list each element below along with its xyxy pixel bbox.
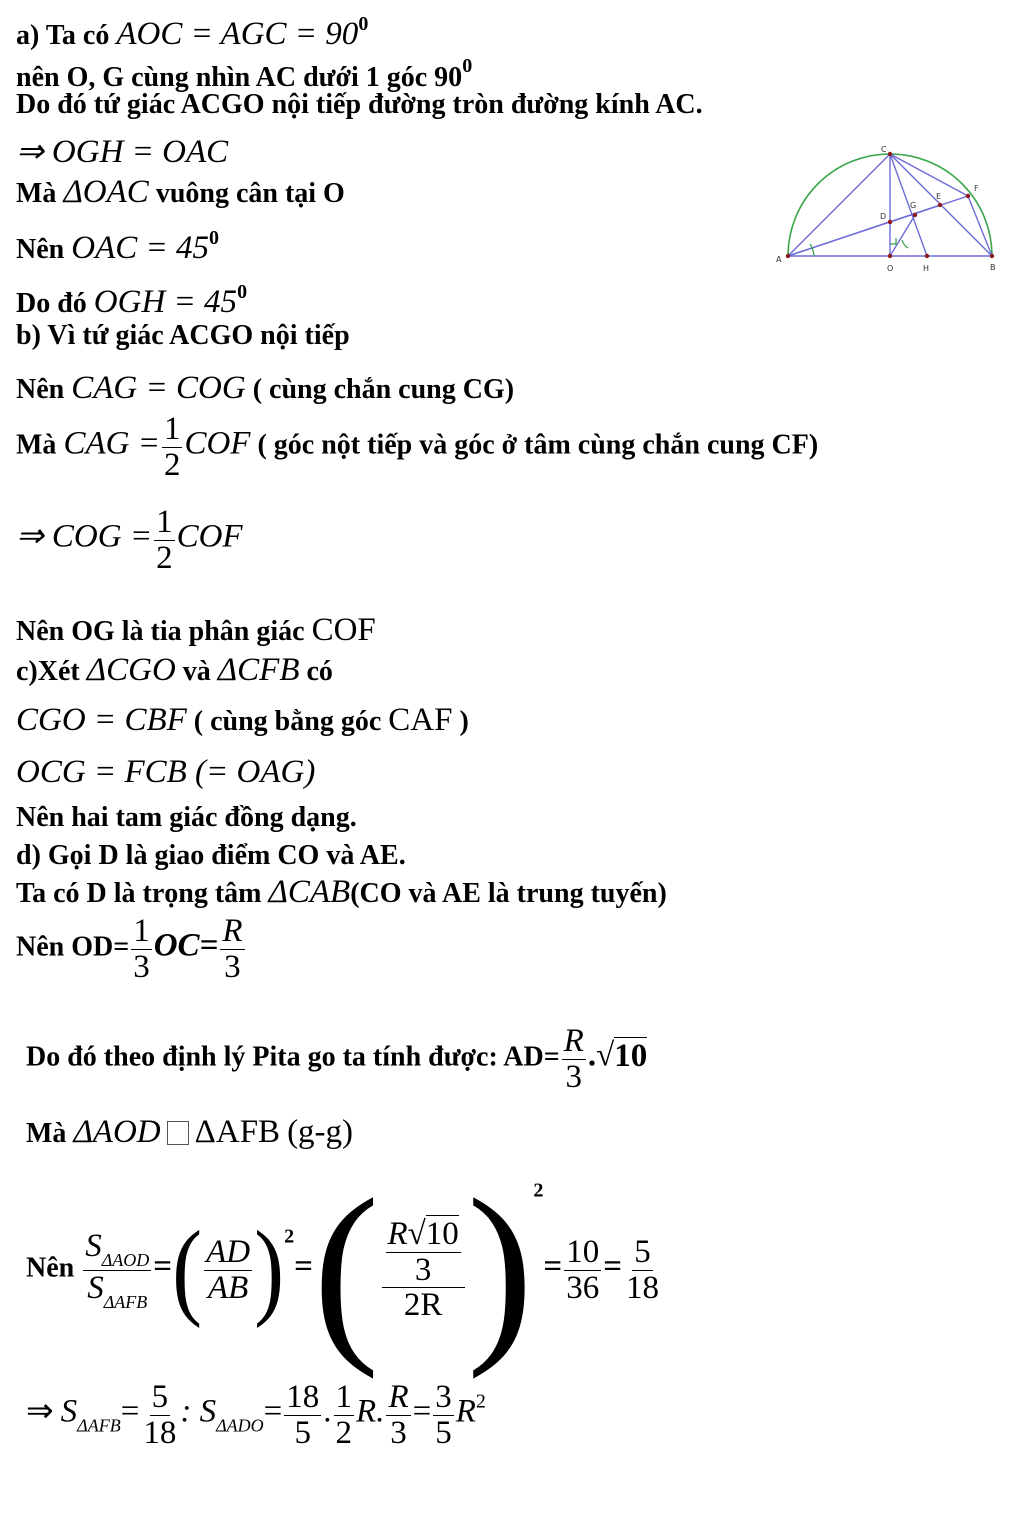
line-c3 — [16, 756, 315, 789]
paren-left: ( — [312, 1159, 380, 1380]
equals: = — [603, 1248, 623, 1285]
math: CAG = COG — [71, 370, 246, 406]
fraction — [204, 1235, 252, 1305]
math: OGH = 45 — [93, 284, 238, 320]
numerator: 1 — [335, 1379, 353, 1415]
arrow: ⇒ — [26, 1393, 54, 1430]
math: CAG = — [63, 425, 160, 462]
denominator: 5 — [294, 1414, 312, 1451]
fraction — [386, 1380, 410, 1450]
numerator: 5 — [634, 1233, 651, 1270]
paren-right: ) — [254, 1210, 285, 1329]
label-b: B — [990, 263, 996, 272]
math: ΔOAC — [63, 174, 149, 210]
text: (g-g) — [287, 1114, 354, 1150]
label-d: D — [880, 212, 887, 221]
math: ⇒ OGH = OAC — [16, 134, 229, 170]
figure-labels — [776, 145, 996, 273]
text: Nên — [26, 1252, 75, 1284]
point-a — [786, 254, 790, 258]
similar-symbol-box — [167, 1121, 189, 1145]
text: Mà — [16, 429, 57, 461]
point-g — [913, 213, 917, 217]
text: a) Ta có — [16, 20, 110, 51]
dot: . — [587, 1037, 597, 1074]
line-a7 — [16, 282, 247, 319]
line-b4 — [16, 505, 243, 575]
numerator: 18 — [286, 1379, 320, 1415]
numerator — [382, 1217, 465, 1288]
math: OC= — [153, 927, 219, 964]
fraction — [284, 1380, 321, 1450]
numerator: 1 — [156, 504, 173, 540]
line-b2 — [16, 372, 514, 405]
math: ⇒ COG = — [16, 518, 153, 555]
s: S — [60, 1393, 78, 1430]
figure-lines — [788, 154, 992, 256]
inner-denominator: 3 — [414, 1251, 432, 1288]
line-b3 — [16, 412, 818, 482]
sub: ΔADO — [216, 1415, 264, 1436]
denominator: 2 — [163, 446, 181, 483]
s: S — [87, 1269, 104, 1306]
label-h: H — [923, 264, 930, 273]
numerator: R — [222, 913, 243, 949]
point-b — [990, 254, 994, 258]
label-a: A — [776, 255, 782, 264]
sup: 0 — [237, 281, 248, 303]
line-d2 — [16, 876, 667, 909]
line-a3 — [16, 91, 703, 119]
sup: 2 — [284, 1225, 295, 1248]
label-g: G — [910, 201, 917, 210]
line-b5 — [16, 614, 376, 647]
sup: 0 — [209, 227, 220, 249]
math: ΔCAB — [268, 874, 351, 910]
text: Ta có D là trọng tâm — [16, 878, 262, 909]
equals: = — [153, 1248, 173, 1285]
fraction — [220, 914, 244, 984]
denominator: 18 — [143, 1414, 177, 1451]
text: có — [306, 656, 333, 687]
point-h — [925, 254, 929, 258]
line-d3 — [16, 914, 247, 984]
line-c2 — [16, 704, 469, 737]
line-d1 — [16, 842, 406, 870]
math: ΔCGO — [86, 652, 176, 688]
numerator: 5 — [151, 1379, 169, 1415]
sub: ΔAOD — [101, 1249, 150, 1270]
numerator — [83, 1229, 151, 1271]
sqrt: √10 — [596, 1037, 648, 1074]
denominator: 3 — [565, 1058, 582, 1095]
text: ( cùng bằng góc — [193, 706, 382, 737]
math: CAF — [388, 702, 453, 738]
denominator — [85, 1271, 149, 1312]
math: COF — [176, 518, 243, 555]
equals: = — [412, 1393, 432, 1430]
text: ( góc nột tiếp và góc ở tâm cùng chắn cung CF) — [257, 429, 819, 461]
paren-right: ) — [466, 1159, 534, 1380]
paren-left: ( — [172, 1210, 203, 1329]
line-a4 — [16, 136, 228, 169]
math: ΔCFB — [217, 652, 300, 688]
angle-mark-a — [810, 244, 814, 256]
fraction-area-ratio — [83, 1229, 151, 1312]
segment-ac — [788, 154, 890, 256]
math: OAC = 45 — [71, 230, 210, 266]
math: ΔAFB — [194, 1114, 281, 1150]
denominator: AB — [207, 1269, 249, 1306]
text: Nên OD= — [16, 931, 130, 963]
text: Do đó theo định lý Pita go ta tính được: AD= — [26, 1041, 560, 1073]
line-b1 — [16, 322, 350, 350]
segment-cf — [890, 154, 968, 196]
r: R — [387, 1216, 408, 1253]
text: Nên — [16, 374, 65, 405]
line-c1 — [16, 654, 333, 687]
fraction — [334, 1380, 355, 1450]
equals: = — [263, 1393, 283, 1430]
equals: = — [120, 1393, 140, 1430]
text: (CO và AE là trung tuyến) — [350, 878, 667, 909]
sup: 0 — [462, 55, 473, 77]
fraction — [162, 412, 183, 482]
text: Mà — [26, 1118, 67, 1149]
point-d — [888, 220, 892, 224]
denominator: 18 — [626, 1269, 660, 1306]
text: nên O, G cùng nhìn AC dưới 1 góc 90 — [16, 62, 463, 93]
right-angle-mark — [890, 238, 896, 244]
angle-marks — [810, 238, 908, 256]
s: S — [85, 1227, 102, 1264]
numerator: 1 — [163, 411, 181, 447]
line-c4 — [16, 804, 357, 832]
math: OCG = FCB (= OAG) — [16, 754, 316, 790]
segment-fb — [968, 196, 992, 256]
line-a6 — [16, 228, 219, 265]
math: CGO = CBF — [16, 702, 187, 738]
point-e — [938, 203, 942, 207]
inner-fraction — [386, 1217, 461, 1287]
fraction — [624, 1235, 661, 1305]
text: Nên — [16, 234, 65, 265]
sup: 2 — [475, 1390, 486, 1413]
label-e: E — [936, 192, 942, 201]
math: ΔAOD — [73, 1114, 161, 1150]
denominator: 3 — [390, 1414, 407, 1451]
numerator: AD — [206, 1233, 251, 1270]
math: COF — [311, 612, 376, 648]
math-angle-equality: AOC = AGC = 90 — [116, 16, 359, 52]
text: Nên hai tam giác đồng dạng. — [16, 802, 357, 833]
point-o — [888, 254, 892, 258]
line-a5 — [16, 176, 345, 209]
fraction — [562, 1024, 586, 1094]
line-a2 — [16, 56, 472, 92]
denominator: 36 — [566, 1269, 600, 1306]
radicand: 10 — [614, 1037, 648, 1074]
angle-mark-g — [902, 240, 908, 248]
text: Mà — [16, 178, 57, 209]
text: Do đó tứ giác ACGO nội tiếp đường tròn đường kính AC. — [16, 89, 703, 120]
equals: = — [543, 1248, 563, 1285]
label-o: O — [887, 264, 894, 273]
text: Do đó — [16, 288, 87, 319]
fraction — [154, 505, 175, 575]
equals: = — [294, 1248, 313, 1285]
geometry-figure — [772, 140, 1004, 280]
label-f: F — [974, 184, 979, 193]
text: và — [182, 656, 211, 687]
sup: 0 — [358, 13, 369, 35]
denominator: 5 — [435, 1414, 452, 1451]
fraction — [564, 1235, 601, 1305]
fraction-nested — [382, 1217, 465, 1323]
math: COF — [184, 425, 251, 462]
line-d7 — [26, 1380, 486, 1450]
label-c: C — [881, 145, 887, 154]
text: c)Xét — [16, 656, 80, 687]
denominator: 2 — [156, 539, 173, 576]
text: ) — [459, 706, 469, 737]
denominator: 2 — [335, 1414, 353, 1451]
fraction — [141, 1380, 178, 1450]
text: Nên OG là tia phân giác — [16, 616, 305, 647]
text: ( cùng chắn cung CG) — [252, 374, 515, 405]
numerator: R — [388, 1379, 409, 1415]
line-d6 — [26, 1159, 663, 1380]
line-d5 — [26, 1116, 353, 1149]
inner-numerator — [386, 1217, 461, 1253]
numerator: 10 — [566, 1233, 600, 1270]
numerator: 1 — [133, 913, 150, 949]
sup: 2 — [533, 1179, 544, 1202]
text: vuông cân tại O — [155, 178, 345, 209]
colon-s: : S — [180, 1393, 217, 1430]
denominator: 3 — [224, 948, 241, 985]
point-f — [966, 194, 970, 198]
fraction — [131, 914, 152, 984]
line-a1 — [16, 14, 368, 51]
text: d) Gọi D là giao điểm CO và AE. — [16, 840, 406, 871]
point-c — [888, 152, 892, 156]
sub: ΔAFB — [77, 1415, 121, 1436]
radicand: 10 — [425, 1216, 459, 1253]
r: R — [455, 1393, 476, 1430]
sub: ΔAFB — [103, 1291, 148, 1312]
sqrt: √10 — [407, 1216, 459, 1253]
numerator: R — [563, 1023, 584, 1059]
line-d4 — [26, 1024, 647, 1094]
denominator: 3 — [133, 948, 150, 985]
denominator: 2R — [403, 1287, 443, 1324]
fraction — [433, 1380, 454, 1450]
dot: . — [323, 1393, 332, 1430]
r: R. — [356, 1393, 385, 1430]
numerator: 3 — [435, 1379, 452, 1415]
text: b) Vì tứ giác ACGO nội tiếp — [16, 320, 350, 351]
